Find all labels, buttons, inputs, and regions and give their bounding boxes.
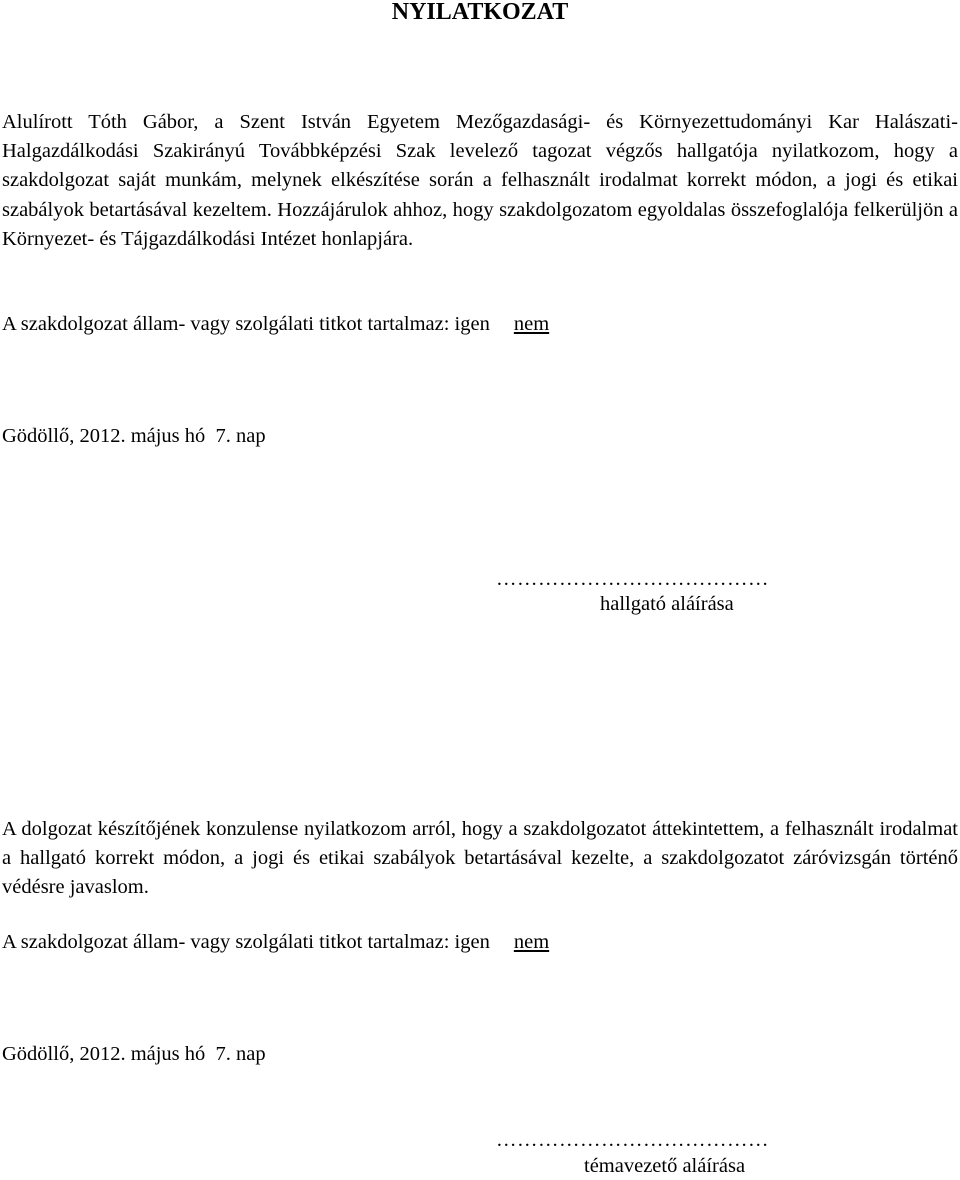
- supervisor-declaration-paragraph: A dolgozat készítőjének konzulense nyilatkozom arról, hogy a szakdolgozatot áttekintettem, a felhasznált irodalmat a hallgató korrekt módon, a jogi és etikai szabályok betartásával kezelte, a szakdolgozatot záróvizsgán történő védésre javaslom.: [2, 818, 958, 899]
- page-title: NYILATKOZAT: [391, 0, 569, 25]
- student-signature-line: …………………………………: [496, 568, 769, 590]
- student-secret-statement: [2, 310, 549, 338]
- student-secret-answer: nem: [513, 313, 550, 335]
- supervisor-signature-caption: témavezető aláírása: [584, 1155, 746, 1177]
- supervisor-signature-line: …………………………………: [496, 1129, 769, 1151]
- supervisor-secret-question: A szakdolgozat állam- vagy szolgálati titkot tartalmaz: igen: [2, 931, 490, 953]
- student-declaration-paragraph: Alulírott Tóth Gábor, a Szent István Egyetem Mezőgazdasági- és Környezettudományi Kar Halászati-Halgazdálkodási Szakirányú Továbbképzési Szak levelező tagozat végzős hallgatója nyilatkozom, hogy a szakdolgozat saját munkám, melynek elkészítése során a felhasznált irodalmat korrekt módon, a jogi és etikai szabályok betartásával kezeltem. Hozzájárulok ahhoz, hogy szakdolgozatom egyoldalas összefoglalója felkerüljön a Környezet- és Tájgazdálkodási Intézet honlapjára.: [2, 111, 958, 250]
- student-signature-caption: hallgató aláírása: [600, 593, 734, 615]
- student-place-date: Gödöllő, 2012. május hó 7. nap: [2, 425, 266, 447]
- supervisor-secret-statement: [2, 928, 549, 956]
- supervisor-place-date: Gödöllő, 2012. május hó 7. nap: [2, 1043, 266, 1065]
- supervisor-secret-answer: nem: [513, 931, 550, 953]
- student-secret-question: A szakdolgozat állam- vagy szolgálati titkot tartalmaz: igen: [2, 313, 490, 335]
